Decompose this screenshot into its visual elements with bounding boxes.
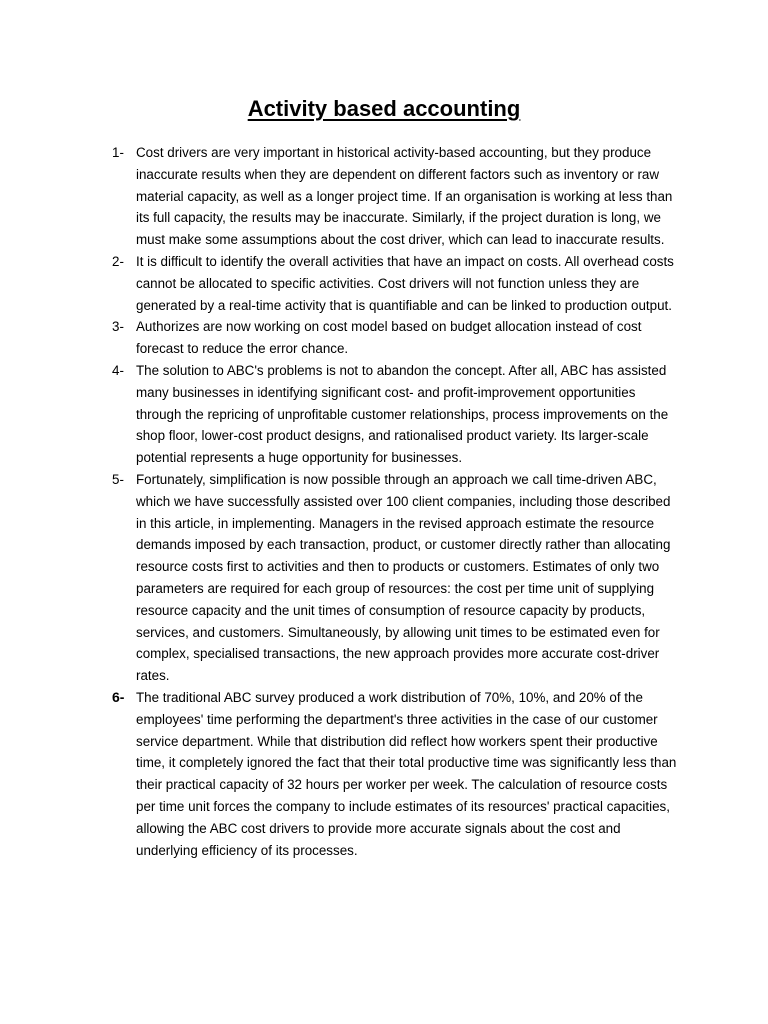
list-item-text: Authorizes are now working on cost model based on budget allocation instead of cost forecast to reduce the error chance. bbox=[136, 319, 642, 357]
list-item bbox=[112, 360, 682, 469]
list-item bbox=[112, 316, 682, 360]
list-item-text: Fortunately, simplification is now possible through an approach we call time-driven ABC, which we have successfully assisted over 100 client companies, including those described in this article, in implementing. Managers in the revised approach estimate the resource demands imposed by each transaction, product, or customer directly rather than allocating resource costs first to activities and then to products or customers. Estimates of only two parameters are required for each group of resources: the cost per time unit of supplying resource capacity and the unit times of consumption of resource capacity by products, services, and customers. Simultaneously, by allowing unit times to be estimated even for complex, specialised transactions, the new approach provides more accurate cost-driver rates. bbox=[136, 471, 671, 684]
list-item-number: 6- bbox=[112, 688, 125, 705]
list-item-number: 3- bbox=[112, 319, 124, 335]
list-item bbox=[112, 142, 682, 251]
numbered-list bbox=[112, 142, 682, 861]
list-item-number: 5- bbox=[112, 471, 124, 487]
list-item-number: 4- bbox=[112, 362, 124, 378]
list-item bbox=[112, 687, 682, 861]
list-item bbox=[112, 251, 682, 316]
document-title: Activity based accounting bbox=[247, 96, 521, 121]
list-item-text: The solution to ABC's problems is not to abandon the concept. After all, ABC has assisted many businesses in identifying significant cost- and profit-improvement opportunities through the repricing of unprofitable customer relationships, process improvements on the shop floor, lower-cost product designs, and rationalised product variety. Its larger-scale potential represents a huge opportunity for businesses. bbox=[136, 362, 669, 466]
list-item-text: The traditional ABC survey produced a work distribution of 70%, 10%, and 20% of the employees' time performing the department's three activities in the case of our customer service department. While that distribution did reflect how workers spent their productive time, it completely ignored the fact that their total productive time was significantly less than their practical capacity of 32 hours per worker per week. The calculation of resource costs per time unit forces the company to include estimates of its resources' practical capacities, allowing the ABC cost drivers to provide more accurate signals about the cost and underlying efficiency of its processes. bbox=[136, 689, 677, 858]
list-item-number: 2- bbox=[112, 253, 124, 269]
list-item-text: It is difficult to identify the overall activities that have an impact on costs. All overhead costs cannot be allocated to specific activities. Cost drivers will not function unless they are generated by a real-time activity that is quantifiable and can be linked to production output. bbox=[136, 253, 674, 313]
list-item-text: Cost drivers are very important in historical activity-based accounting, but they produce inaccurate results when they are dependent on different factors such as inventory or raw material capacity, as well as a longer project time. If an organisation is working at less than its full capacity, the results may be inaccurate. Similarly, if the project duration is long, we must make some assumptions about the cost driver, which can lead to inaccurate results. bbox=[136, 145, 673, 248]
list-item-number: 1- bbox=[112, 145, 124, 160]
list-item bbox=[112, 469, 682, 687]
